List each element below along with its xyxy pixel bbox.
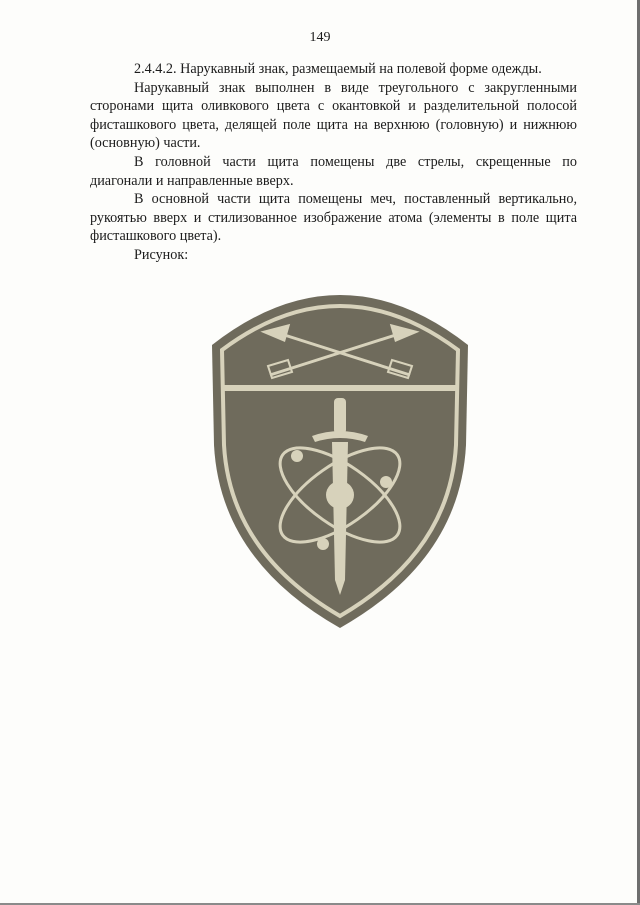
page-number: 149 <box>309 30 331 45</box>
document-text <box>90 60 577 265</box>
paragraph-head-part: В головной части щита помещены две стрелы, скрещенные по диагонали и направленные вверх. <box>90 153 577 189</box>
paragraph-description: Нарукавный знак выполнен в виде треугольного с закругленными сторонами щита оливкового цвета с окантовкой и разделительной полосой фисташкового цвета, делящей поле щита на верхнюю (головную) и нижнюю (основную) части. <box>90 79 577 152</box>
figure-caption: Рисунок: <box>134 246 189 263</box>
sleeve-insignia-emblem <box>210 290 470 630</box>
paragraph-main-part: В основной части щита помещены меч, поставленный вертикально, рукоятью вверх и стилизованное изображение атома (элементы в поле щита фисташкового цвета). <box>90 191 577 245</box>
section-heading: 2.4.4.2. Нарукавный знак, размещаемый на полевой форме одежды. <box>134 61 542 77</box>
dividing-band <box>222 385 458 391</box>
